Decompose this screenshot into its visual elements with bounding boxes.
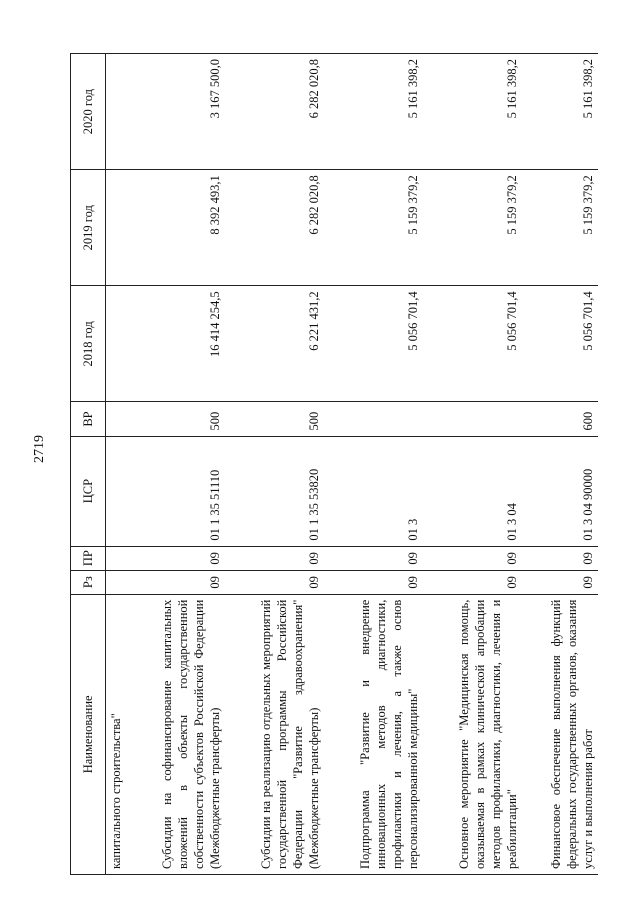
budget-table [70,53,598,875]
row-pr: 09 [126,546,225,570]
row-name: капитального строительства" [106,594,127,874]
row-2018: 16 414 254,5 [126,286,225,402]
table-row [423,54,522,875]
row-rz: 09 [324,570,423,594]
row-2019: 5 159 379,2 [522,170,598,286]
row-pr: 09 [324,546,423,570]
row-2019: 5 159 379,2 [423,170,522,286]
row-vr: 500 [225,402,324,436]
row-2020: 5 161 398,2 [423,54,522,170]
row-csr: 01 3 04 90000 [522,436,598,546]
row-2018: 6 221 431,2 [225,286,324,402]
row-2019: 8 392 493,1 [126,170,225,286]
header-rz: Рз [71,570,106,594]
row-pr: 09 [225,546,324,570]
row-csr: 01 1 35 53820 [225,436,324,546]
row-2019: 5 159 379,2 [324,170,423,286]
header-vr: ВР [71,402,106,436]
header-name: Наименование [71,594,106,874]
row-2018: 5 056 701,4 [522,286,598,402]
row-name: Субсидии на софинансирование капитальных вложений в объекты государственной собственности субъектов Российской Федерации (Межбюджетные трансферты) [126,594,225,874]
row-vr [106,402,127,436]
row-vr: 600 [522,402,598,436]
row-rz: 09 [522,570,598,594]
row-pr [106,546,127,570]
rotated-page-content [70,53,598,875]
row-2018: 5 056 701,4 [423,286,522,402]
row-csr: 01 1 35 51110 [126,436,225,546]
row-name: Субсидии на реализацию отдельных мероприятий государственной программы Российской Федерации "Развитие здравоохранения" (Межбюджетные трансферты) [225,594,324,874]
header-csr: ЦСР [71,436,106,546]
row-rz: 09 [423,570,522,594]
row-2020 [106,54,127,170]
table-row [522,54,598,875]
row-pr: 09 [423,546,522,570]
row-vr [423,402,522,436]
table-header-row [71,54,106,875]
row-2018 [106,286,127,402]
row-2020: 5 161 398,2 [324,54,423,170]
row-rz: 09 [126,570,225,594]
header-2018: 2018 год [71,286,106,402]
table-row [126,54,225,875]
table-row [106,54,127,875]
table-row [324,54,423,875]
row-rz: 09 [225,570,324,594]
header-2020: 2020 год [71,54,106,170]
row-csr [106,436,127,546]
row-name: Подпрограмма "Развитие и внедрение инновационных методов диагностики, профилактики и лечения, а также основ персонализированной медицины" [324,594,423,874]
header-pr: ПР [71,546,106,570]
row-2019 [106,170,127,286]
page-number: 2719 [32,435,47,463]
row-2020: 3 167 500,0 [126,54,225,170]
row-2019: 6 282 020,8 [225,170,324,286]
row-csr: 01 3 [324,436,423,546]
row-vr [324,402,423,436]
header-2019: 2019 год [71,170,106,286]
row-name: Основное мероприятие "Медицинская помощь, оказываемая в рамках клинической апробации методов профилактики, диагностики, лечения и реабилитации" [423,594,522,874]
row-pr: 09 [522,546,598,570]
table-row [225,54,324,875]
row-2018: 5 056 701,4 [324,286,423,402]
row-rz [106,570,127,594]
row-csr: 01 3 04 [423,436,522,546]
row-name: Финансовое обеспечение выполнения функций федеральных государственных органов, оказания услуг и выполнения работ [522,594,598,874]
row-2020: 5 161 398,2 [522,54,598,170]
row-2020: 6 282 020,8 [225,54,324,170]
row-vr: 500 [126,402,225,436]
